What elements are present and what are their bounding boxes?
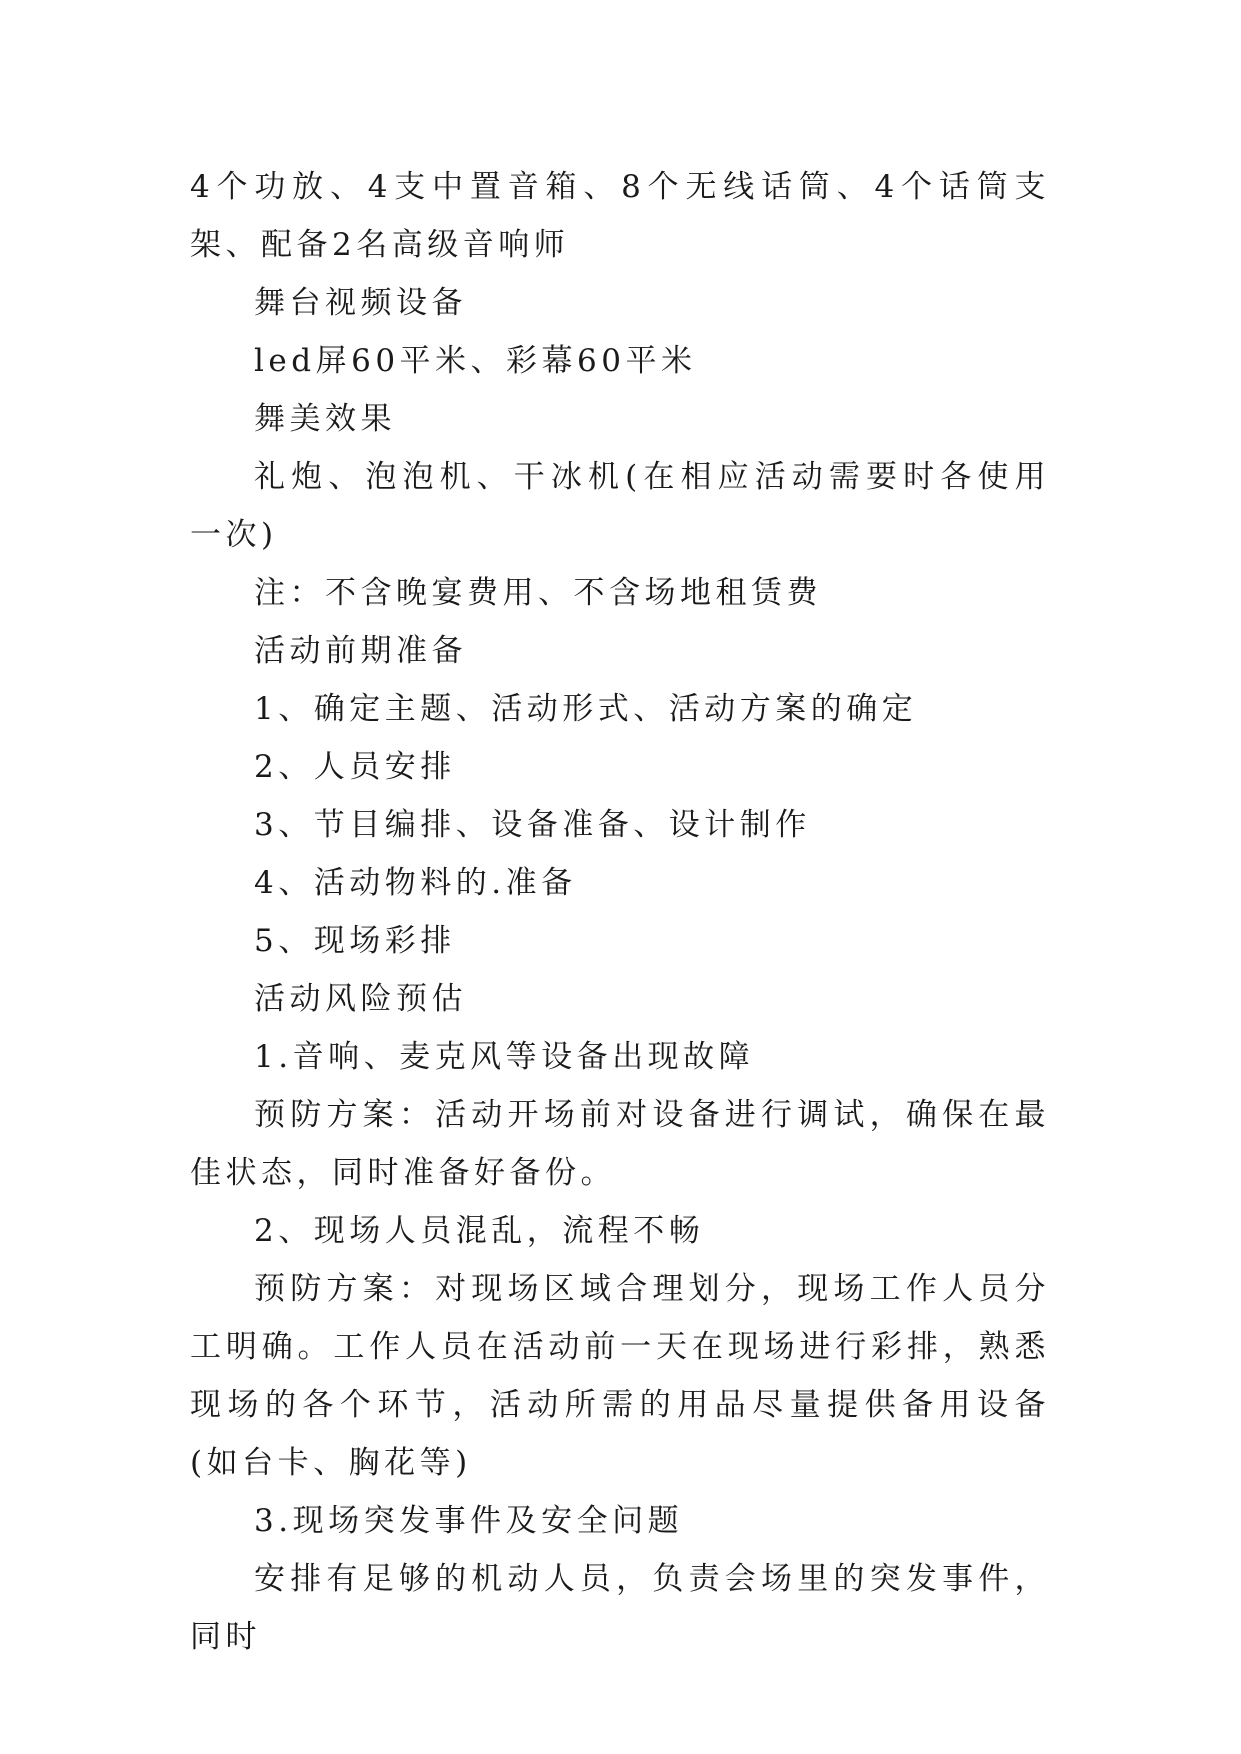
document-body: [190, 158, 1050, 1666]
paragraph-led-screen: led屏60平米、彩幕60平米: [254, 343, 697, 379]
prevention-plan-3: 安排有足够的机动人员，负责会场里的突发事件，同时: [190, 1561, 1050, 1655]
list-item-preparation-3: 3、节目编排、设备准备、设计制作: [254, 807, 811, 843]
heading-stage-video-equipment: 舞台视频设备: [254, 285, 467, 321]
prevention-plan-2: 预防方案：对现场区域合理划分，现场工作人员分工明确。工作人员在活动前一天在现场进行彩排，熟悉现场的各个环节，活动所需的用品尽量提供备用设备(如台卡、胸花等): [190, 1271, 1050, 1481]
list-item-preparation-1: 1、确定主题、活动形式、活动方案的确定: [254, 691, 918, 727]
paragraph-effects-list: 礼炮、泡泡机、干冰机(在相应活动需要时各使用一次): [190, 459, 1050, 553]
risk-item-1: 1.音响、麦克风等设备出现故障: [254, 1039, 755, 1075]
list-item-preparation-4: 4、活动物料的.准备: [254, 865, 577, 901]
prevention-plan-1: 预防方案：活动开场前对设备进行调试，确保在最佳状态，同时准备好备份。: [190, 1097, 1050, 1191]
risk-item-3: 3.现场突发事件及安全问题: [254, 1503, 684, 1539]
paragraph-equipment-list: 4个功放、4支中置音箱、8个无线话筒、4个话筒支架、配备2名高级音响师: [190, 169, 1050, 263]
list-item-preparation-2: 2、人员安排: [254, 749, 456, 785]
heading-preparation: 活动前期准备: [254, 633, 467, 669]
heading-stage-effects: 舞美效果: [254, 401, 396, 437]
risk-item-2: 2、现场人员混乱，流程不畅: [254, 1213, 705, 1249]
list-item-preparation-5: 5、现场彩排: [254, 923, 456, 959]
paragraph-note: 注：不含晚宴费用、不含场地租赁费: [254, 575, 822, 611]
heading-risk-assessment: 活动风险预估: [254, 981, 467, 1017]
